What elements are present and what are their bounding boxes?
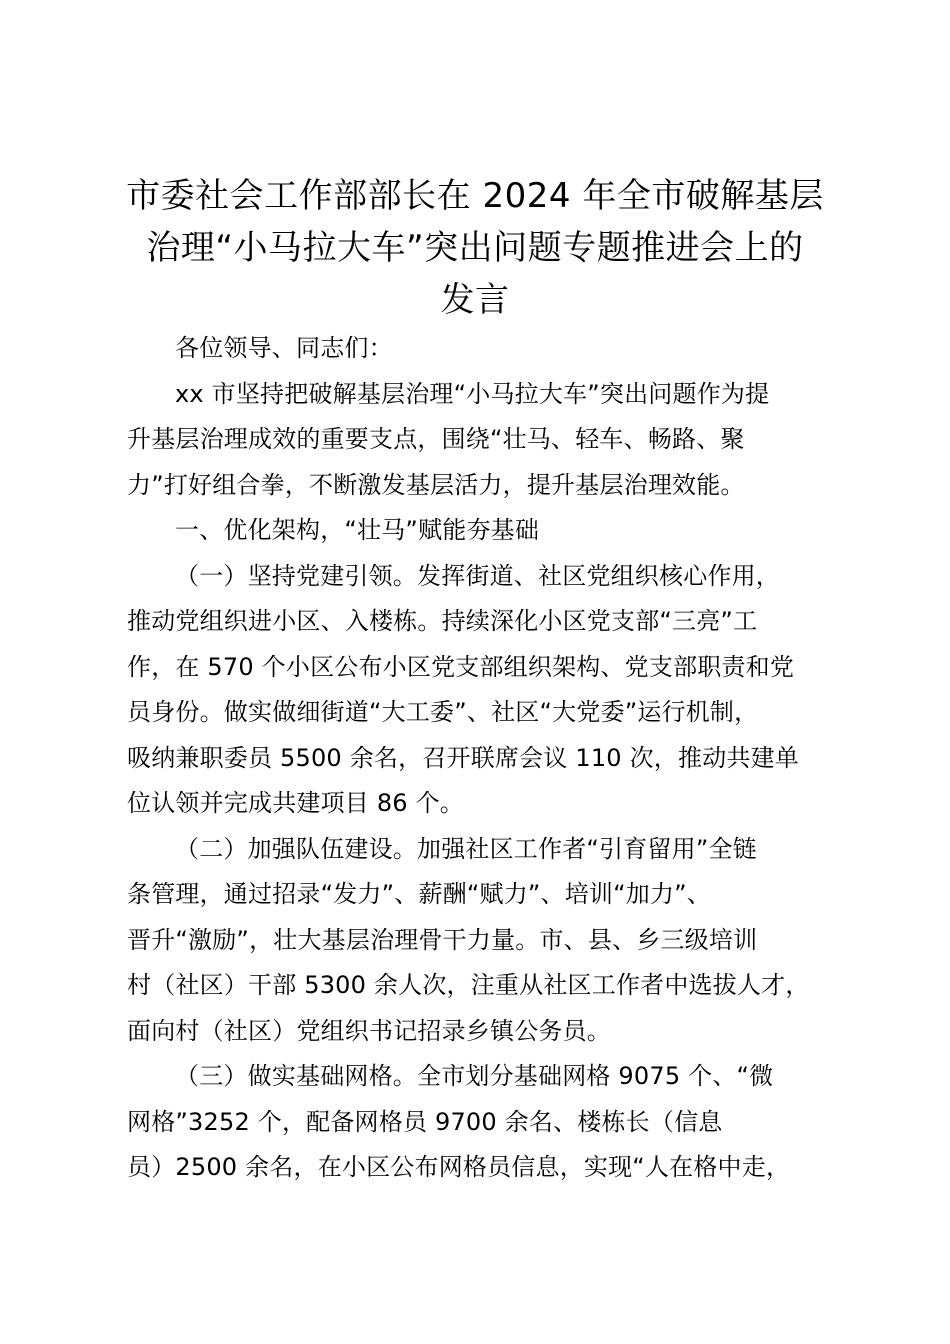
body-line: 晋升“激励”，壮大基层治理骨干力量。市、县、乡三级培训	[127, 925, 758, 954]
body-line: （二）加强队伍建设。加强社区工作者“引育留用”全链	[175, 834, 757, 863]
body-line: 员身份。做实做细街道“大工委”、社区“大党委”运行机制，	[127, 698, 759, 726]
title-line: 市委社会工作部部长在 2024 年全市破解基层	[126, 176, 824, 216]
body-line: （一）坚持党建引领。发挥街道、社区党组织核心作用，	[175, 561, 780, 590]
title-line: 治理“小马拉大车”突出问题专题推进会上的	[146, 228, 804, 268]
title-line: 发言	[440, 280, 510, 320]
body-line: 推动党组织进小区、入楼栋。持续深化小区党支部“三亮”工	[127, 607, 758, 635]
document-title	[110, 170, 840, 326]
body-line: 吸纳兼职委员 5500 余名，召开联席会议 110 次，推动共建单	[127, 743, 800, 772]
body-line: （三）做实基础网格。全市划分基础网格 9075 个、“微	[175, 1062, 774, 1090]
body-line: 村（社区）干部 5300 余人次，注重从社区工作者中选拔人才，	[127, 971, 810, 999]
document-body	[127, 326, 847, 1191]
body-line: 升基层治理成效的重要支点，围绕“壮马、轻车、畅路、聚	[127, 425, 745, 453]
body-line: 力”打好组合拳，不断激发基层活力，提升基层治理效能。	[127, 470, 745, 499]
body-line: 员）2500 余名，在小区公布网格员信息，实现“人在格中走，	[127, 1153, 791, 1181]
body-line: 面向村（社区）党组织书记招录乡镇公务员。	[127, 1016, 611, 1045]
body-line: xx 市坚持把破解基层治理“小马拉大车”突出问题作为提	[175, 379, 770, 408]
body-line: 条管理，通过招录“发力”、薪酬“赋力”、培训“加力”、	[127, 880, 711, 908]
body-line: 位认领并完成共建项目 86 个。	[127, 789, 464, 817]
body-line: 网格”3252 个，配备网格员 9700 余名、楼栋长（信息	[127, 1107, 723, 1136]
salutation: 各位领导、同志们：	[175, 334, 393, 362]
body-line: 作，在 570 个小区公布小区党支部组织架构、党支部职责和党	[127, 652, 795, 681]
section-heading: 一、优化架构，“壮马”赋能夯基础	[175, 516, 540, 544]
